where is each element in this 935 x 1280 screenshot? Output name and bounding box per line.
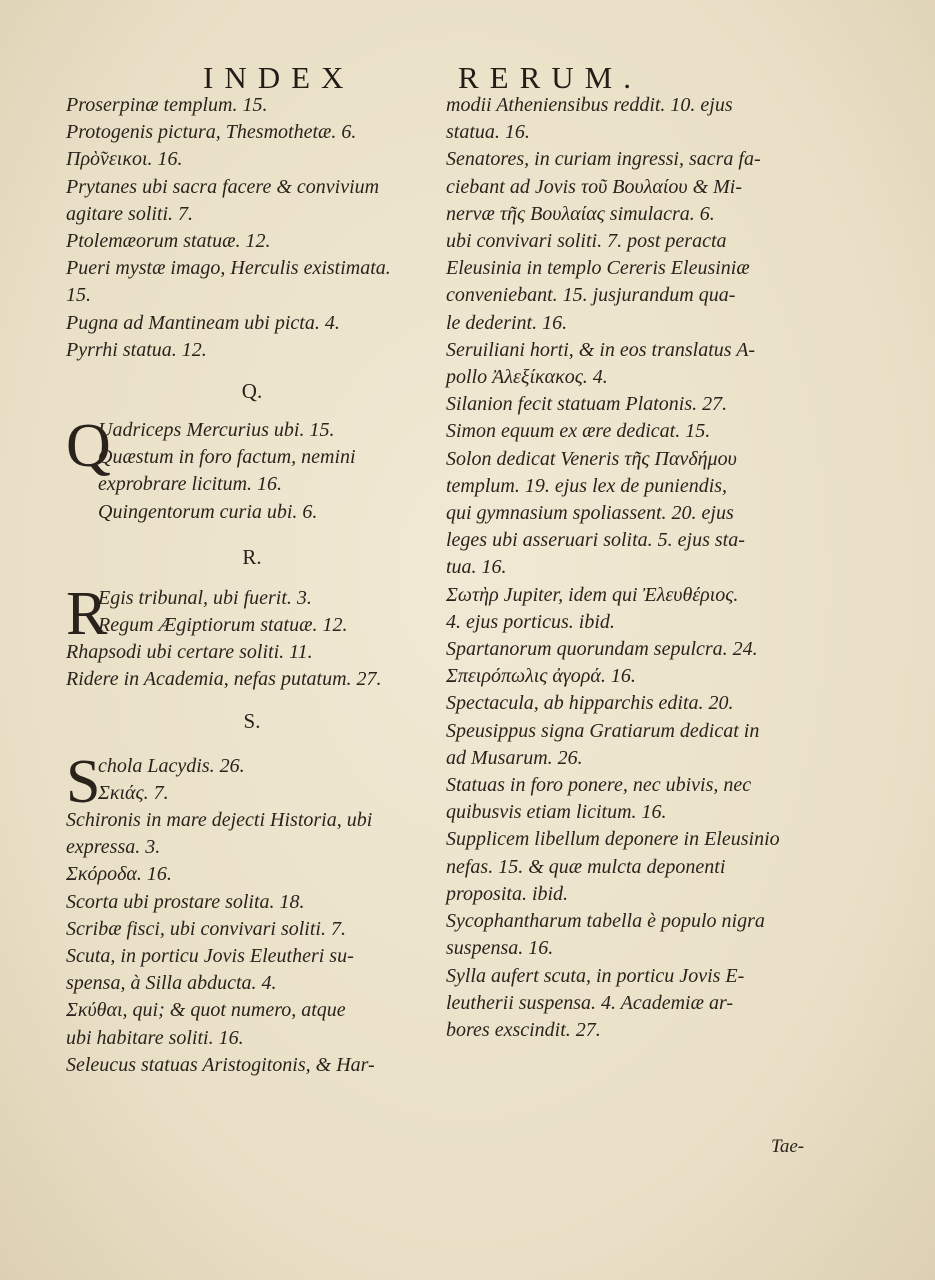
entry-continuation-line: proposita. ibid.	[446, 882, 569, 905]
entry-line: Rhapsodi ubi certare soliti. 11.	[66, 641, 313, 664]
entry-continuation-line: leges ubi asseruari solita. 5. ejus sta-	[446, 529, 745, 552]
section-letter-r: R.	[242, 544, 262, 569]
index-entry	[446, 690, 831, 717]
entry-continuation-line: 15.	[66, 284, 91, 307]
section-letter-q: Q.	[241, 379, 263, 404]
index-entry	[446, 446, 831, 582]
entry-line: Σκόροδα. 16.	[66, 863, 172, 886]
index-entry	[446, 636, 831, 663]
entry-continuation-line: 4. ejus porticus. ibid.	[446, 610, 615, 633]
entry-continuation-line: quibusvis etiam licitum. 16.	[446, 801, 667, 824]
entry-line: Seleucus statuas Aristogitonis, & Har-	[66, 1053, 375, 1076]
entry-line: Protogenis pictura, Thesmothetæ. 6.	[66, 121, 357, 144]
index-entry	[446, 908, 831, 962]
entry-line: Πρὸ̃νεικοι. 16.	[66, 148, 183, 171]
entry-line: Pueri mystæ imago, Herculis existimata.	[66, 257, 391, 280]
index-entry	[66, 943, 438, 997]
index-entry	[66, 997, 438, 1051]
entry-continuation-line: spensa, à Silla abducta. 4.	[66, 972, 277, 995]
index-entry	[446, 718, 831, 772]
entry-line: Statuas in foro ponere, nec ubivis, nec	[446, 774, 752, 797]
index-entry	[446, 146, 831, 336]
block-s	[66, 747, 438, 816]
index-entry	[66, 228, 438, 255]
index-entry	[66, 92, 438, 119]
drop-initial-s: S	[66, 747, 101, 816]
index-entry	[66, 499, 438, 526]
entry-continuation-line: pollo Ἀλεξίκακος. 4.	[446, 366, 608, 389]
entry-continuation-line: conveniebant. 15. jusjurandum qua-	[446, 284, 736, 307]
header-index: INDEX	[203, 60, 355, 95]
entry-line: Ridere in Academia, nefas putatum. 27.	[66, 668, 382, 691]
entry-line: Σκιάς. 7.	[98, 781, 169, 804]
entry-line: modii Atheniensibus reddit. 10. ejus	[446, 94, 733, 116]
entry-line: Pyrrhi statua. 12.	[66, 338, 207, 361]
entry-line: Sylla aufert scuta, in porticu Jovis E-	[446, 964, 745, 987]
entry-continuation-line: exprobrare licitum. 16.	[98, 473, 283, 496]
entry-line: Simon equum ex ære dedicat. 15.	[446, 420, 711, 443]
entry-line: Scuta, in porticu Jovis Eleutheri su-	[66, 945, 354, 968]
block-r-entries	[66, 639, 438, 693]
entry-continuation-line: agitare soliti. 7.	[66, 202, 194, 225]
entry-line: chola Lacydis. 26.	[98, 754, 245, 777]
entry-line: Senatores, in curiam ingressi, sacra fa-	[446, 148, 761, 171]
entry-line: Sycophantharum tabella è populo nigra	[446, 910, 765, 933]
index-entry	[66, 174, 438, 228]
index-entry	[66, 666, 438, 693]
index-entry	[66, 889, 438, 916]
index-entry	[446, 582, 831, 636]
entry-continuation-line: bores exscindit. 27.	[446, 1018, 601, 1041]
block-r-drop-entries	[66, 585, 438, 639]
entry-continuation-line: le dederint. 16.	[446, 311, 568, 334]
entry-line: Silanion fecit statuam Platonis. 27.	[446, 393, 728, 416]
entry-line: Quingentorum curia ubi. 6.	[98, 500, 318, 523]
index-entry	[446, 391, 831, 418]
entry-line: Proserpinæ templum. 15.	[66, 94, 268, 116]
entry-line: Σπειρόπωλις ἀγορά. 16.	[446, 665, 636, 688]
index-entry	[446, 418, 831, 445]
index-entry	[66, 444, 438, 498]
index-entry	[66, 146, 438, 173]
index-entry	[66, 639, 438, 666]
entry-line: Ptolemæorum statuæ. 12.	[66, 230, 271, 253]
index-entry	[66, 612, 438, 639]
block-s-drop-entries	[66, 753, 438, 807]
entry-line: Solon dedicat Veneris τῆς Πανδήμου	[446, 447, 737, 470]
entry-line: Egis tribunal, ubi fuerit. 3.	[98, 586, 312, 609]
index-entry	[446, 772, 831, 826]
entry-line: Supplicem libellum deponere in Eleusinio	[446, 828, 780, 851]
index-entry	[66, 1052, 438, 1079]
entry-line: Schironis in mare dejecti Historia, ubi	[66, 809, 373, 832]
entry-continuation-line: leutherii suspensa. 4. Academiæ ar-	[446, 991, 733, 1014]
index-entry	[446, 337, 831, 391]
running-header	[0, 60, 935, 94]
entry-continuation-line: expressa. 3.	[66, 836, 161, 859]
index-entry	[66, 807, 438, 861]
entry-continuation-line: ad Musarum. 26.	[446, 746, 583, 769]
entry-continuation-line: templum. 19. ejus lex de puniendis,	[446, 474, 728, 497]
entry-line: Pugna ad Mantineam ubi picta. 4.	[66, 311, 340, 334]
entry-continuation-line: qui gymnasium spoliassent. 20. ejus	[446, 502, 734, 525]
entry-line: Scribæ fisci, ubi convivari soliti. 7.	[66, 917, 346, 940]
entry-continuation-line: statua. 16.	[446, 121, 530, 144]
right-column-entries	[446, 92, 831, 1044]
drop-initial-q: Q	[66, 412, 111, 481]
entry-line: Spectacula, ab hipparchis edita. 20.	[446, 692, 734, 715]
block-s-entries	[66, 807, 438, 1079]
entry-continuation-line: nervæ τῆς Βουλαίας simulacra. 6.	[446, 202, 715, 225]
entry-line: Prytanes ubi sacra facere & convivium	[66, 175, 380, 198]
entry-continuation-line: ciebant ad Jovis τοῦ Βουλαίου & Mi-	[446, 175, 743, 198]
index-entry	[66, 585, 438, 612]
index-entry	[446, 963, 831, 1045]
left-column	[66, 92, 438, 1079]
drop-initial-r: R	[66, 579, 108, 648]
entry-continuation-line: nefas. 15. & quæ mulcta deponenti	[446, 855, 726, 878]
entry-line: Uadriceps Mercurius ubi. 15.	[98, 419, 335, 442]
right-column	[446, 92, 831, 1044]
entry-continuation-line: ubi habitare soliti. 16.	[66, 1026, 244, 1049]
catchword: Tae-	[771, 1136, 805, 1157]
index-entry	[66, 417, 438, 444]
entry-line: Speusippus signa Gratiarum dedicat in	[446, 719, 760, 742]
block-p-entries	[66, 92, 438, 364]
entry-continuation-line: Eleusinia in templo Cereris Eleusiniæ	[446, 257, 750, 280]
index-entry	[66, 255, 438, 309]
entry-line: Scorta ubi prostare solita. 18.	[66, 890, 305, 913]
entry-line: Quæstum in foro factum, nemini	[98, 446, 356, 469]
index-entry	[446, 826, 831, 908]
section-letter-s: S.	[243, 708, 261, 733]
entry-continuation-line: ubi convivari soliti. 7. post peracta	[446, 230, 727, 253]
block-q	[66, 412, 438, 526]
index-entry	[66, 916, 438, 943]
index-entry	[66, 119, 438, 146]
entry-line: Seruiliani horti, & in eos translatus A-	[446, 338, 756, 361]
header-rerum: RERUM.	[458, 60, 642, 95]
entry-line: Regum Ægiptiorum statuæ. 12.	[98, 614, 348, 637]
index-entry	[66, 310, 438, 337]
entry-line: Σωτὴρ Jupiter, idem qui Ἐλευθέριος.	[446, 583, 739, 606]
index-entry	[66, 337, 438, 364]
index-entry	[66, 780, 438, 807]
index-entry	[446, 92, 831, 146]
index-entry	[66, 753, 438, 780]
entry-continuation-line: tua. 16.	[446, 556, 507, 579]
entry-line: Σκύθαι, qui; & quot numero, atque	[66, 999, 346, 1022]
block-r	[66, 579, 438, 648]
entry-continuation-line: suspensa. 16.	[446, 937, 554, 960]
block-q-entries	[66, 412, 438, 526]
entry-line: Spartanorum quorundam sepulcra. 24.	[446, 638, 758, 661]
index-entry	[446, 663, 831, 690]
index-entry	[66, 861, 438, 888]
